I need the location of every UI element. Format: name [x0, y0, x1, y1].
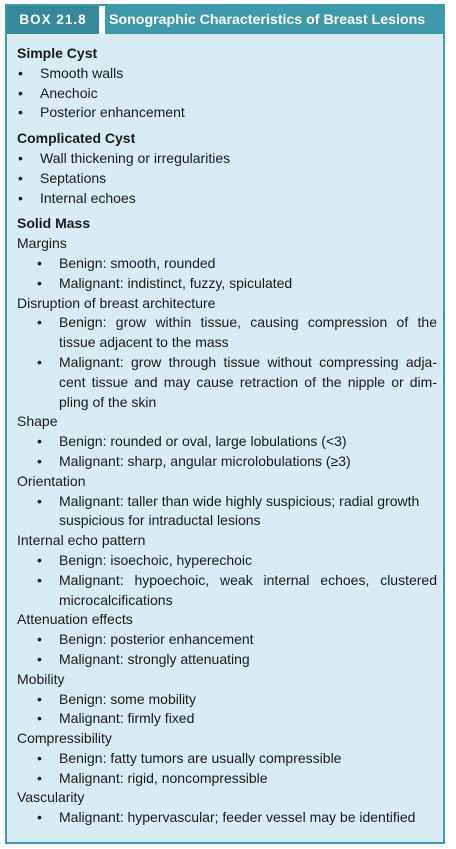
- bullet: •: [37, 314, 42, 331]
- list-item: • Malignant: taller than wide highly suspicious; radial growth suspicious for intraductal lesions: [17, 492, 437, 532]
- bullet: •: [37, 433, 42, 450]
- subsection-label-shape: Shape: [17, 413, 58, 430]
- list-item: • Malignant: grow through tissue without compressing adja-cent tissue and may cause retraction of the nipple or dim-pling of the skin: [17, 353, 437, 412]
- bullet: •: [18, 169, 23, 186]
- bullet: •: [37, 254, 42, 271]
- list-item: • Anechoic: [17, 84, 437, 104]
- list-item: • Benign: isoechoic, hyperechoic: [17, 551, 437, 571]
- list-item: • Wall thickening or irregularities: [17, 149, 437, 169]
- subsection-label-disruption: Disruption of breast architecture: [17, 294, 216, 311]
- bullet: •: [37, 571, 42, 588]
- list-item: • Malignant: indistinct, fuzzy, spiculated: [17, 274, 437, 294]
- bullet: •: [37, 551, 42, 568]
- bullet: •: [37, 631, 42, 648]
- subsection-label-margins: Margins: [17, 235, 67, 252]
- list-item: • Posterior enhancement: [17, 103, 437, 123]
- info-box: [5, 4, 445, 844]
- box-content: [17, 44, 437, 828]
- bullet: •: [37, 710, 42, 727]
- subsection-label-compressibility: Compressibility: [17, 730, 112, 747]
- subsection-label-orientation: Orientation: [17, 472, 86, 489]
- bullet: •: [37, 353, 42, 370]
- bullet: •: [37, 274, 42, 291]
- bullet: •: [18, 104, 23, 121]
- bullet: •: [18, 84, 23, 101]
- box-title: Sonographic Characteristics of Breast Lesions: [109, 12, 426, 28]
- list-item: • Benign: grow within tissue, causing compression of the tissue adjacent to the mass: [17, 313, 437, 353]
- section-title-simple-cyst: Simple Cyst: [17, 45, 98, 61]
- list-item: • Benign: rounded or oval, large lobulations (<3): [17, 432, 437, 452]
- box-header: [7, 6, 443, 34]
- list-item: • Benign: posterior enhancement: [17, 630, 437, 650]
- section-title-solid-mass: Solid Mass: [17, 215, 91, 232]
- list-item: • Benign: smooth, rounded: [17, 254, 437, 274]
- list-item: • Malignant: hypoechoic, weak internal echoes, clustered microcalcifications: [17, 571, 437, 611]
- bullet: •: [37, 452, 42, 469]
- section-title-complicated-cyst: Complicated Cyst: [17, 130, 136, 147]
- list-item: • Malignant: hypervascular; feeder vessel may be identified: [17, 808, 437, 828]
- list-item: • Internal echoes: [17, 189, 437, 209]
- list-item: • Benign: some mobility: [17, 690, 437, 710]
- list-item: • Benign: fatty tumors are usually compressible: [17, 749, 437, 769]
- bullet: •: [18, 189, 23, 206]
- bullet: •: [18, 149, 23, 166]
- list-item: • Septations: [17, 169, 437, 189]
- bullet: •: [37, 492, 42, 509]
- bullet: •: [37, 650, 42, 667]
- subsection-label-mobility: Mobility: [17, 670, 65, 687]
- subsection-label-attenuation: Attenuation effects: [17, 611, 133, 628]
- list-item: • Malignant: firmly fixed: [17, 709, 437, 729]
- bullet: •: [37, 809, 42, 826]
- bullet: •: [18, 64, 23, 81]
- subsection-label-internal-echo: Internal echo pattern: [17, 532, 146, 549]
- subsection-label-vascularity: Vascularity: [17, 789, 85, 806]
- list-item: • Malignant: rigid, noncompressible: [17, 769, 437, 789]
- bullet: •: [37, 769, 42, 786]
- bullet: •: [37, 690, 42, 707]
- list-item: • Malignant: strongly attenuating: [17, 650, 437, 670]
- box-number: BOX 21.8: [7, 6, 99, 34]
- list-item: • Smooth walls: [17, 64, 437, 84]
- list-item: • Malignant: sharp, angular microlobulations (≥3): [17, 452, 437, 472]
- bullet: •: [37, 749, 42, 766]
